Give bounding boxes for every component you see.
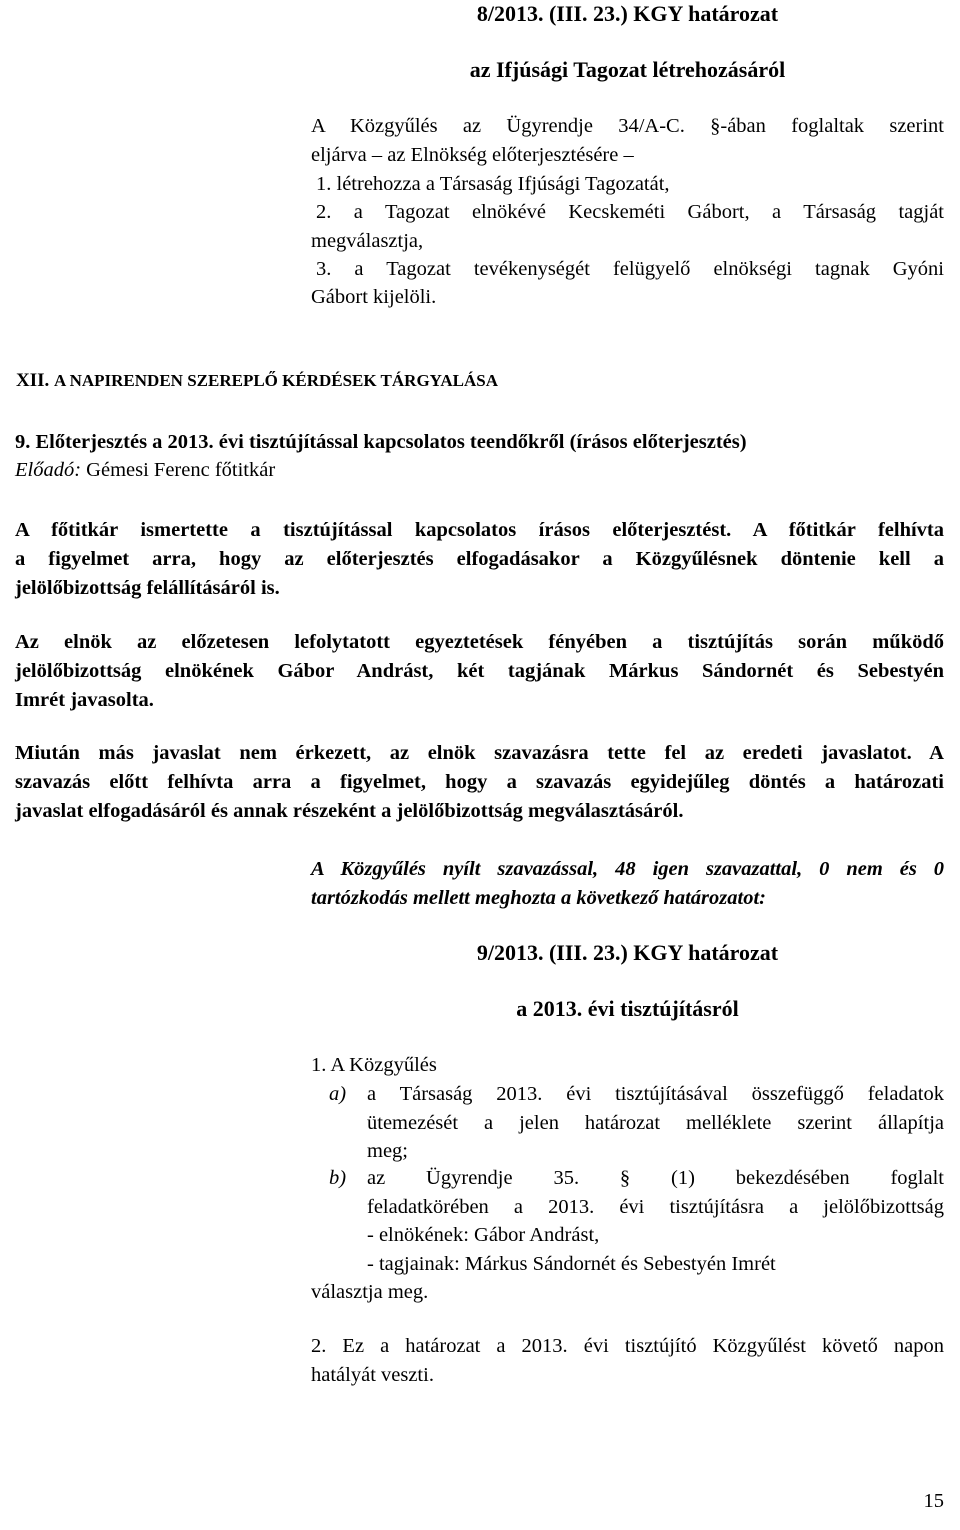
resolution-title: az Ifjúsági Tagozat létrehozásáról <box>469 57 786 82</box>
resolution-title: a 2013. évi tisztújításról <box>516 996 739 1021</box>
subitem-line: az Ügyrendje 35. § (1) bekezdésében foglalt <box>367 1167 944 1189</box>
resolution-number: 8/2013. (III. 23.) KGY határozat <box>476 1 779 26</box>
subitem-line: meg; <box>367 1140 408 1162</box>
subitem-line: a Társaság 2013. évi tisztújításával összefüggő feladatok <box>367 1083 944 1105</box>
resolution-intro-line: A Közgyűlés az Ügyrendje 34/A-C. §-ában foglaltak szerint <box>311 115 944 137</box>
resolution-item-cont: megválasztja, <box>311 230 424 252</box>
paragraph-line: javaslat elfogadásáról és annak részeként a jelölőbizottság megválasztásáról. <box>15 800 684 822</box>
paragraph-line: Miután más javaslat nem érkezett, az elnök szavazásra tette fel az eredeti javaslatot. A <box>15 742 944 764</box>
subitem-line: - tagjainak: Márkus Sándornét és Sebestyén Imrét <box>367 1253 776 1275</box>
subitem-line: ütemezését a jelen határozat melléklete szerint állapítja <box>367 1112 944 1134</box>
paragraph-line: Az elnök az előzetesen lefolytatott egyeztetések fényében a tisztújítás során működő <box>15 631 944 653</box>
paragraph-line: jelölőbizottság felállításáról is. <box>15 577 280 599</box>
subitem-label: a) <box>329 1083 347 1105</box>
resolution-item: 1. A Közgyűlés <box>311 1054 437 1076</box>
page-number: 15 <box>923 1490 944 1512</box>
resolution-subitem-b <box>311 1164 944 1284</box>
paragraph-line: A főtitkár ismertette a tisztújítással kapcsolatos írásos előterjesztést. A főtitkár felhívta <box>15 519 944 541</box>
resolution-closing: választja meg. <box>311 1281 429 1303</box>
resolution-item: 1. létrehozza a Társaság Ifjúsági Tagozatát, <box>316 173 670 195</box>
resolution-number: 9/2013. (III. 23.) KGY határozat <box>476 940 779 965</box>
agenda-presenter <box>15 456 944 484</box>
presenter-label: Előadó: <box>15 459 82 481</box>
subitem-line: feladatkörében a 2013. évi tisztújításra a jelölőbizottság <box>367 1196 944 1218</box>
resolution-item: 3. a Tagozat tevékenységét felügyelő elnökségi tagnak Gyóni <box>316 258 944 280</box>
section-title: A NAPIRENDEN SZEREPLŐ KÉRDÉSEK TÁRGYALÁSA <box>54 371 499 390</box>
resolution-item-cont: Gábort kijelöli. <box>311 286 437 308</box>
resolution-item: 2. a Tagozat elnökévé Kecskeméti Gábort, a Társaság tagját <box>316 201 944 223</box>
paragraph-line: Imrét javasolta. <box>15 689 154 711</box>
resolution-subitem-a <box>311 1080 944 1170</box>
section-heading <box>16 367 498 395</box>
presenter-name: Gémesi Ferenc főtitkár <box>86 459 276 481</box>
section-number: XII. <box>16 370 50 391</box>
paragraph-line: jelölőbizottság elnökének Gábor Andrást, két tagjának Márkus Sándornét és Sebestyén <box>15 660 944 682</box>
resolution-intro-line: eljárva – az Elnökség előterjesztésére – <box>311 144 634 166</box>
paragraph-line: a figyelmet arra, hogy az előterjesztés elfogadásakor a Közgyűlésnek döntenie kell a <box>15 548 944 570</box>
paragraph-line: szavazás előtt felhívta arra a figyelmet, hogy a szavazás egyidejűleg döntés a határozati <box>15 771 944 793</box>
subitem-label: b) <box>329 1167 347 1189</box>
vote-statement: A Közgyűlés nyílt szavazással, 48 igen szavazattal, 0 nem és 0 <box>311 858 944 880</box>
vote-statement: tartózkodás mellett meghozta a következő határozatot: <box>311 887 766 909</box>
resolution-item: 2. Ez a határozat a 2013. évi tisztújító Közgyűlést követő napon <box>311 1335 944 1357</box>
agenda-item-title: 9. Előterjesztés a 2013. évi tisztújítással kapcsolatos teendőkről (írásos előterjesztés) <box>15 431 747 453</box>
resolution-item-cont: hatályát veszti. <box>311 1364 434 1386</box>
subitem-line: - elnökének: Gábor Andrást, <box>367 1224 600 1246</box>
